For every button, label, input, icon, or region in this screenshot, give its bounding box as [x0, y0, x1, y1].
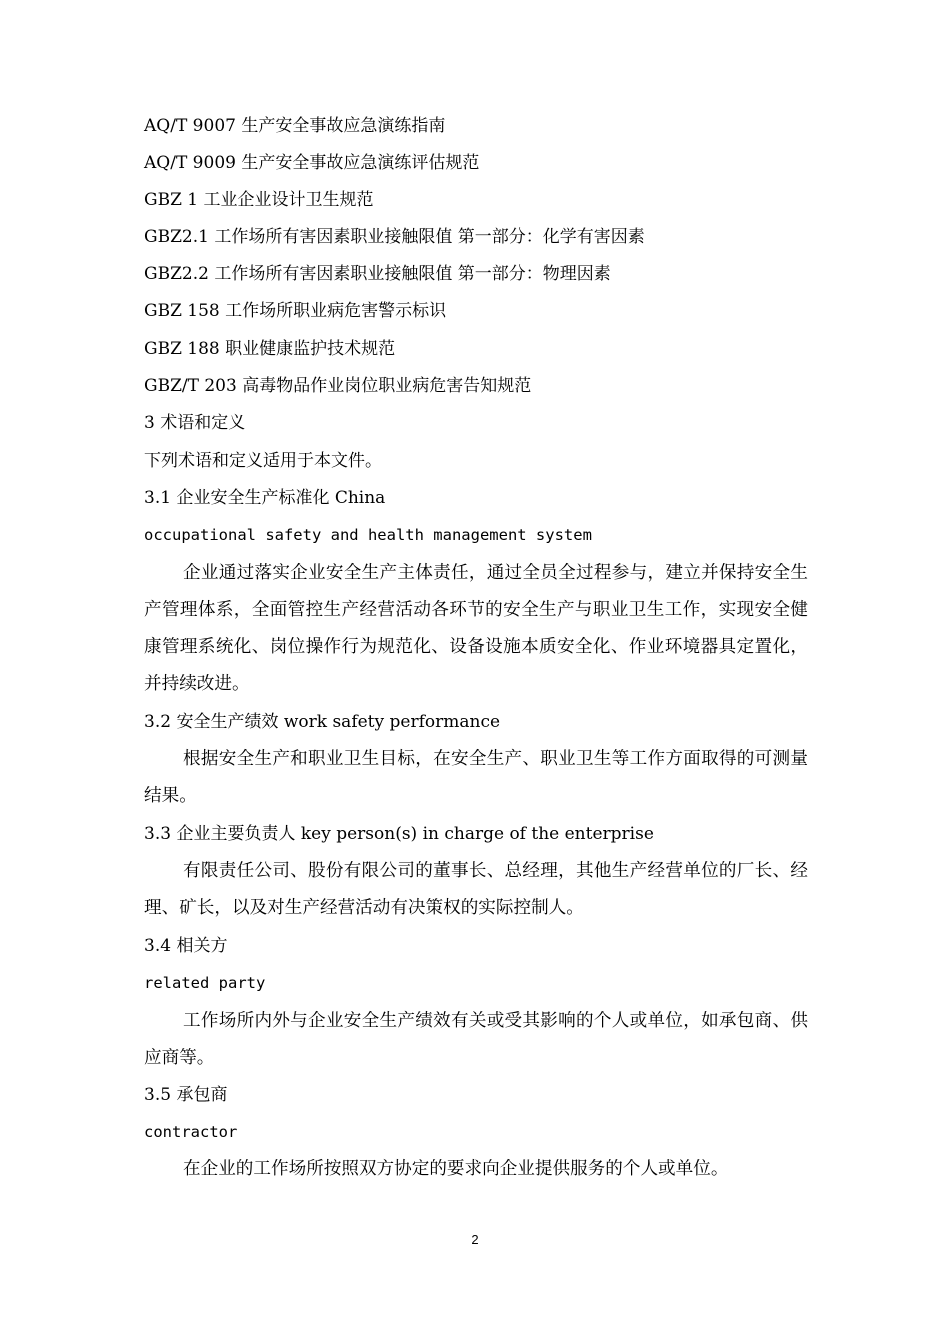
reference-item: AQ/T 9009 生产安全事故应急演练评估规范	[144, 153, 480, 173]
term-definition: 企业通过落实企业安全生产主体责任，通过全员全过程参与，建立并保持安全生产管理体系，全面管控生产经营活动各环节的安全生产与职业卫生工作，实现安全健康管理系统化、岗位操作行为规范化、设备设施本质安全化、作业环境器具定置化，并持续改进。	[144, 563, 808, 694]
reference-item: GBZ2.2 工作场所有害因素职业接触限值 第一部分：物理因素	[144, 264, 611, 284]
term-english: related party	[144, 974, 266, 992]
term-definition: 根据安全生产和职业卫生目标，在安全生产、职业卫生等工作方面取得的可测量结果。	[144, 749, 808, 806]
reference-item: GBZ 1 工业企业设计卫生规范	[144, 190, 374, 210]
section-intro: 下列术语和定义适用于本文件。	[144, 451, 382, 471]
term-english: occupational safety and health management system	[144, 526, 592, 544]
reference-item: AQ/T 9007 生产安全事故应急演练指南	[144, 116, 446, 136]
page-number: 2	[471, 1232, 479, 1247]
term-definition: 有限责任公司、股份有限公司的董事长、总经理，其他生产经营单位的厂长、经理、矿长，以及对生产经营活动有决策权的实际控制人。	[144, 861, 808, 918]
reference-item: GBZ2.1 工作场所有害因素职业接触限值 第一部分：化学有害因素	[144, 227, 645, 247]
term-title: 3.2 安全生产绩效 work safety performance	[144, 712, 501, 732]
section-heading: 3 术语和定义	[144, 413, 246, 433]
term-english: contractor	[144, 1123, 238, 1141]
reference-item: GBZ 188 职业健康监护技术规范	[144, 339, 396, 359]
reference-item: GBZ/T 203 高毒物品作业岗位职业病危害告知规范	[144, 376, 532, 396]
term-title: 3.5 承包商	[144, 1085, 228, 1105]
term-definition: 在企业的工作场所按照双方协定的要求向企业提供服务的个人或单位。	[183, 1159, 729, 1179]
reference-item: GBZ 158 工作场所职业病危害警示标识	[144, 301, 447, 321]
term-definition: 工作场所内外与企业安全生产绩效有关或受其影响的个人或单位，如承包商、供应商等。	[144, 1011, 808, 1068]
term-title: 3.4 相关方	[144, 936, 228, 956]
term-title: 3.3 企业主要负责人 key person(s) in charge of the enterprise	[144, 824, 654, 844]
term-title: 3.1 企业安全生产标准化 China	[144, 488, 386, 508]
